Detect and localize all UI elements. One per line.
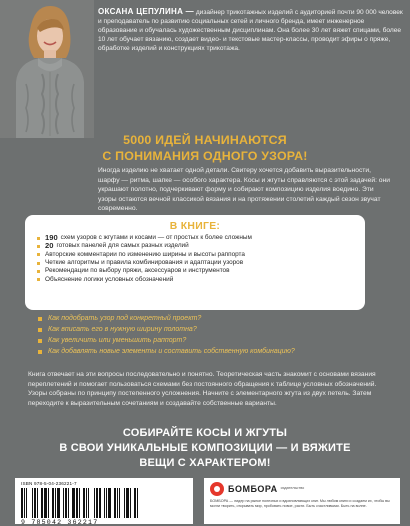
list-item — [37, 251, 353, 259]
barcode-stripe — [106, 488, 107, 518]
barcode-stripe — [83, 488, 85, 518]
list-item-text: Объяснение логики условных обозначений — [45, 275, 174, 283]
bullet-icon — [38, 328, 42, 332]
author-portrait-illustration — [0, 0, 94, 138]
barcode-stripe — [114, 488, 116, 518]
barcode-stripe — [117, 488, 118, 518]
barcode-stripe — [94, 488, 95, 518]
cta-line-3: ВЕЩИ С ХАРАКТЕРОМ! — [139, 456, 271, 469]
barcode-stripe — [86, 488, 87, 518]
question-item — [38, 336, 378, 347]
barcode-stripe — [39, 488, 40, 518]
bullet-icon — [37, 278, 40, 281]
barcode-stripe — [104, 488, 105, 518]
questions-list — [38, 314, 378, 357]
bullet-icon — [38, 339, 42, 343]
publisher-panel — [204, 478, 400, 524]
question-text: Как добавлять новые элементы и составить собственную комбинацию? — [48, 347, 295, 355]
publisher-info: БОМБОРА — лидер на рынке полезных и вдохновляющих книг. Мы любим книги и создаем их, чтобы вы могли творить, открывать мир, пробовать новое, расти. Быть счастливыми. Быть на волне. — [210, 499, 390, 508]
bullet-icon — [38, 317, 42, 321]
intro-paragraph: Иногда изделию не хватает одной детали. Свитеру хочется добавить выразительности, шарфу — ритма, шапке — особого характера. Косы и жгуты справляются с этой задачей: они украшают полотно, подчеркивают форму и собирают композицию изделия воедино. Эти узоры остаются вечной классикой вязания и на протяжении столетий каждый сезон звучат современно. — [98, 167, 390, 213]
question-text: Как подобрать узор под конкретный проект? — [48, 315, 202, 322]
question-text: Как вписать его в нужную ширину полотна? — [48, 325, 197, 333]
barcode-stripe — [90, 488, 93, 518]
headline-line-2: С ПОНИМАНИЯ ОДНОГО УЗОРА! — [102, 148, 308, 163]
list-item-text: Рекомендации по выбору пряжи, аксессуаров и инструментов — [45, 267, 230, 275]
book-contents-box — [25, 215, 365, 310]
publisher-logo-icon — [210, 482, 224, 496]
publisher-tagline: издательство — [280, 486, 305, 491]
barcode-stripe — [112, 488, 113, 518]
barcode-panel — [15, 478, 193, 524]
list-item — [37, 242, 353, 250]
barcode-stripe — [76, 488, 78, 518]
barcode-stripe — [124, 488, 125, 518]
list-item-number: 190 — [45, 233, 58, 242]
barcode-icon — [21, 488, 187, 518]
barcode-stripe — [102, 488, 103, 518]
barcode-stripe — [55, 488, 56, 518]
barcode-stripe — [88, 488, 89, 518]
barcode-stripe — [26, 488, 27, 518]
barcode-stripe — [134, 488, 136, 518]
book-contents-title: В КНИГЕ: — [169, 221, 221, 232]
barcode-stripe — [68, 488, 69, 518]
barcode-stripe — [121, 488, 123, 518]
bullet-icon — [37, 237, 40, 240]
list-item-text: Четкие алгоритмы и правила комбинирования и адаптации узоров — [45, 259, 244, 267]
barcode-stripe — [32, 488, 33, 518]
barcode-stripe — [21, 488, 23, 518]
ean-number: 9 785042 362217 — [21, 519, 99, 526]
list-item — [37, 276, 353, 284]
barcode-stripe — [96, 488, 98, 518]
barcode-stripe — [72, 488, 75, 518]
list-item-number: 20 — [45, 241, 54, 251]
barcode-stripe — [61, 488, 62, 518]
isbn-label: ISBN 978-5-04-236221-7 — [21, 481, 77, 486]
barcode-stripe — [70, 488, 71, 518]
barcode-stripe — [57, 488, 60, 518]
bullet-icon — [37, 253, 40, 256]
bullet-icon — [37, 245, 40, 248]
cta-line-2: В СВОИ УНИКАЛЬНЫЕ КОМПОЗИЦИИ — И ВЯЖИТЕ — [59, 441, 351, 454]
barcode-stripe — [79, 488, 80, 518]
headline-line-1: 5000 ИДЕЙ НАЧИНАЮТСЯ — [123, 133, 287, 147]
list-item-text: готовых панелей для самых разных изделий — [56, 242, 189, 250]
bullet-icon — [37, 262, 40, 265]
list-item — [37, 267, 353, 275]
cta-line-1: СОБИРАЙТЕ КОСЫ И ЖГУТЫ — [122, 427, 288, 439]
headline — [0, 133, 410, 165]
barcode-stripe — [63, 488, 64, 518]
body-paragraph: Книга отвечает на эти вопросы последовательно и понятно. Теоретическая часть знакомит с основами вязания переплетений и помогает пользоваться схемами без постоянного обращения к таблице условных обозначений. Узоры собраны по принципу постепенного усложнения. Начните с элементарного жгута из двух петель. Затем переходите к выразительным сочетаниям и создавайте собственные варианты. — [28, 371, 377, 407]
author-bio — [98, 6, 404, 53]
bullet-icon — [37, 270, 40, 273]
author-name: ОКСАНА ЦЕПУЛИНА — — [98, 7, 194, 16]
barcode-stripe — [34, 488, 36, 518]
barcode-stripe — [28, 488, 31, 518]
barcode-stripe — [126, 488, 129, 518]
barcode-stripe — [81, 488, 82, 518]
barcode-stripe — [44, 488, 47, 518]
barcode-stripe — [24, 488, 25, 518]
publisher-logo — [210, 482, 394, 496]
barcode-stripe — [37, 488, 38, 518]
bullet-icon — [38, 350, 42, 354]
barcode-stripe — [41, 488, 43, 518]
list-item-text: Авторские комментарии по изменению ширины и высоты раппорта — [45, 250, 245, 258]
barcode-stripe — [119, 488, 120, 518]
call-to-action — [0, 426, 410, 471]
barcode-stripe — [65, 488, 67, 518]
question-item — [38, 314, 378, 325]
barcode-stripe — [48, 488, 49, 518]
barcode-stripe — [108, 488, 111, 518]
author-bio-text: дизайнер трикотажных изделий с аудиторией почти 90 000 человек и преподаватель по развитию социальных сетей и личного бренда, имеет инженерное образование и обучалась художественным дисциплинам. Она более 30 лет вяжет спицами, более 10 лет обучает вязанию, создает видео- и текстовые мастер-классы, проводит эфиры о пряже, обработке изделий и конструкциях трикотажа. — [98, 9, 403, 53]
list-item-text: схем узоров с жгутами и косами — от простых к более сложным — [60, 234, 252, 241]
barcode-stripe — [137, 488, 138, 518]
barcode-stripe — [50, 488, 51, 518]
publisher-name: БОМБОРА — [228, 484, 278, 494]
barcode-stripe — [132, 488, 133, 518]
author-photo — [0, 0, 94, 138]
barcode-stripe — [130, 488, 131, 518]
barcode-stripe — [52, 488, 54, 518]
barcode-stripe — [99, 488, 101, 518]
question-text: Как увеличить или уменьшить раппорт? — [48, 336, 187, 344]
question-item — [38, 347, 378, 358]
question-item — [38, 325, 378, 336]
book-contents-list — [37, 234, 353, 284]
